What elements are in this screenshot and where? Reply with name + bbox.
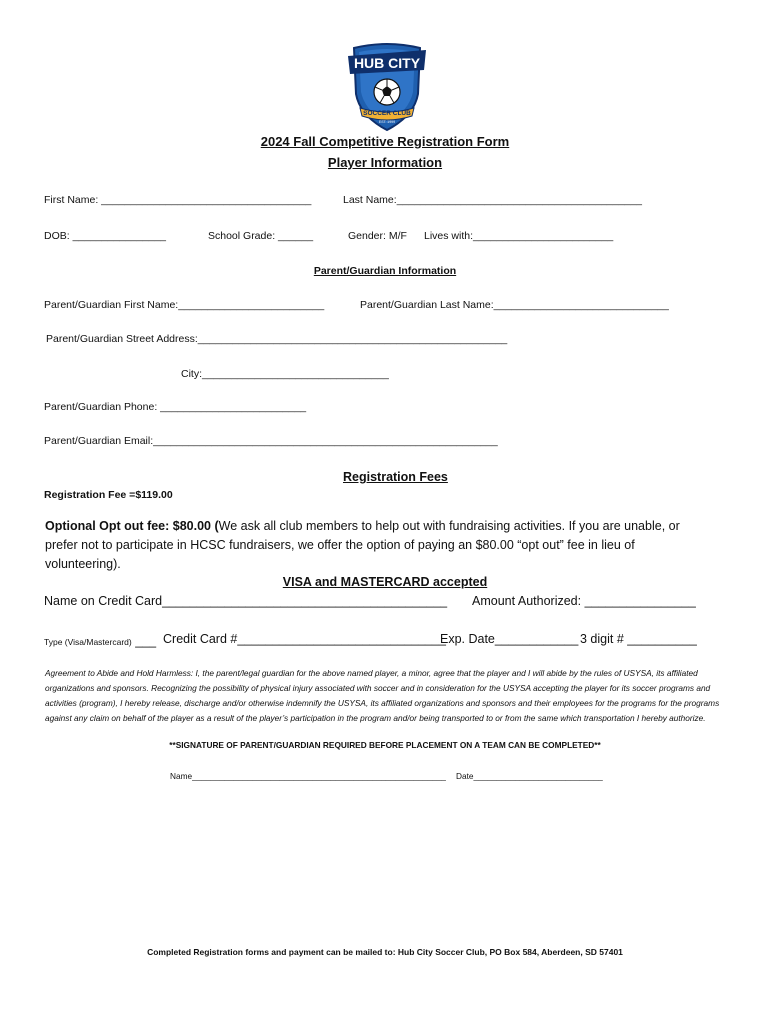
guardian-heading: Parent/Guardian Information [313,265,457,277]
guardian-street-field[interactable]: Parent/Guardian Street Address:_____________________________________________________ [46,333,508,345]
opt-out-text: We ask all club members to help out with fundraising activities. If you are unable, or prefer not to participate in HCSC fundraisers, we offer the option of paying an $80.00 “opt out” fee in lieu of volunteering). [45,519,680,571]
signature-date-field[interactable]: Date____________________________ [456,771,603,781]
svg-text:SOCCER CLUB: SOCCER CLUB [363,110,411,117]
exp-date-field[interactable]: Exp. Date____________ [440,632,579,646]
guardian-last-name-field[interactable]: Parent/Guardian Last Name:______________________________ [360,299,669,311]
guardian-email-field[interactable]: Parent/Guardian Email:___________________________________________________________ [44,435,498,447]
guardian-city-field[interactable]: City:________________________________ [181,368,389,380]
opt-out-label: Optional Opt out fee: $80.00 ( [45,519,219,533]
form-title: 2024 Fall Competitive Registration Form [260,134,510,149]
agreement-text: Agreement to Abide and Hold Harmless: I, the parent/legal guardian for the above named player, a minor, agree that the player and I will abide by the rules of USYSA, its affiliated organizations and sponsors. Recognizing the possibility of physical injury associated with soccer and in consideration for the USYSA accepting the player for its soccer programs and activities (program), I hereby release, discharge and/or otherwise indemnify the USYSA, its affiliated organizations and sponsors and their employees for the programs for the programs against any claim on behalf of the player as a result of the player’s participation in the program and/or being transported to or from the same which transportation I hereby authorize. [45,668,720,723]
lives-with-field[interactable]: Lives with:________________________ [424,230,614,242]
svg-text:EST. 1999: EST. 1999 [378,120,396,124]
name-on-card-field[interactable]: Name on Credit Card_________________________________________ [44,594,448,608]
dob-field[interactable]: DOB: ________________ [44,230,167,242]
guardian-first-name-field[interactable]: Parent/Guardian First Name:_________________________ [44,299,325,311]
guardian-phone-field[interactable]: Parent/Guardian Phone: _________________________ [44,401,307,413]
credit-card-number-field[interactable]: Credit Card #______________________________ [163,632,446,646]
first-name-field[interactable]: First Name: ____________________________________ [44,194,312,206]
cvv-field[interactable]: 3 digit # __________ [580,632,697,646]
hub-city-soccer-club-logo [348,42,426,132]
signature-name-field[interactable]: Name_______________________________________________________ [170,771,446,781]
card-type-label: Type (Visa/Mastercard) [44,637,132,647]
cards-accepted-heading: VISA and MASTERCARD accepted [282,575,488,589]
mailing-footer: Completed Registration forms and payment can be mailed to: Hub City Soccer Club, PO Box 584, Aberdeen, SD 57401 [147,947,623,957]
registration-fees-heading: Registration Fees [343,470,448,484]
card-type-field[interactable]: ___ [131,634,157,648]
card-details-row [44,632,156,650]
school-grade-field[interactable]: School Grade: ______ [208,230,314,242]
opt-out-paragraph [45,517,710,574]
form-subtitle: Player Information [327,155,443,170]
registration-fee: Registration Fee =$119.00 [44,489,173,501]
amount-authorized-field[interactable]: Amount Authorized: ________________ [472,594,696,608]
gender-field[interactable]: Gender: M/F [348,230,407,242]
svg-text:HUB CITY: HUB CITY [353,55,421,71]
signature-notice: **SIGNATURE OF PARENT/GUARDIAN REQUIRED BEFORE PLACEMENT ON A TEAM CAN BE COMPLETED** [169,740,601,750]
last-name-field[interactable]: Last Name:__________________________________________ [343,194,642,206]
